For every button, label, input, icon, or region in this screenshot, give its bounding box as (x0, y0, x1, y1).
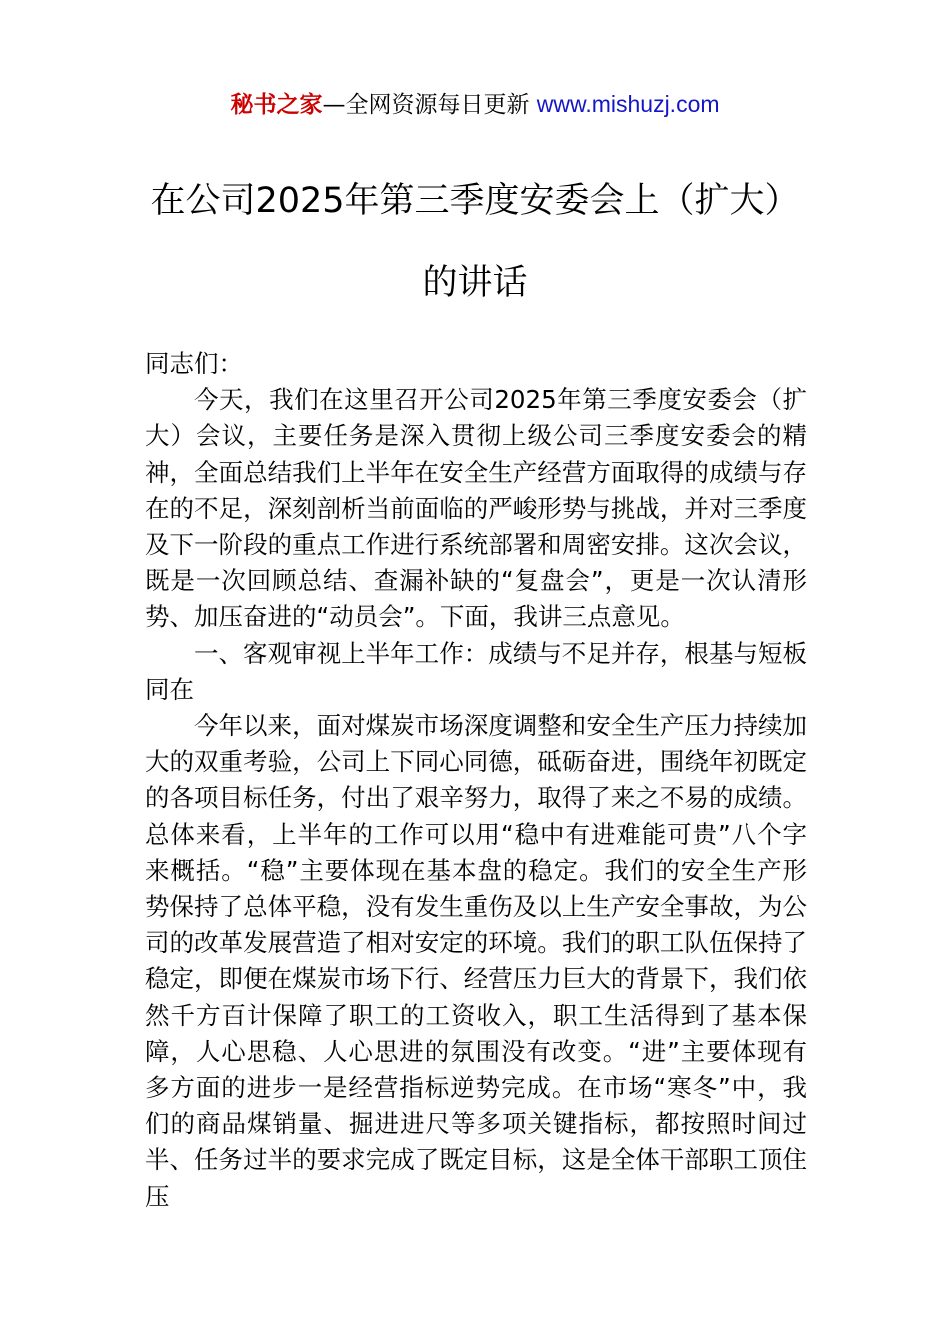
section-heading-1: 一、客观审视上半年工作：成绩与不足并存，根基与短板同在 (145, 638, 807, 704)
site-header (0, 86, 950, 123)
header-separator: — (322, 92, 346, 118)
title-line-1: 在公司2025年第三季度安委会上（扩大） (150, 181, 800, 221)
document-body (145, 346, 807, 1215)
paragraph-intro: 今天，我们在这里召开公司2025年第三季度安委会（扩大）会议，主要任务是深入贯彻上级公司三季度安委会的精神，全面总结我们上半年在安全生产经营方面取得的成绩与存在的不足，深刻剖析当前面临的严峻形势与挑战，并对三季度及下一阶段的重点工作进行系统部署和周密安排。这次会议，既是一次回顾总结、查漏补缺的“复盘会”，更是一次认清形势、加压奋进的“动员会”。下面，我讲三点意见。 (145, 385, 807, 632)
header-tagline: 全网资源每日更新 (345, 92, 537, 118)
title-line-2: 的讲话 (422, 263, 528, 303)
salutation: 同志们： (145, 349, 243, 378)
paragraph-section-1: 今年以来，面对煤炭市场深度调整和安全生产压力持续加大的双重考验，公司上下同心同德，砥砺奋进，围绕年初既定的各项目标任务，付出了艰辛努力，取得了来之不易的成绩。总体来看，上半年的工作可以用“稳中有进难能可贵”八个字来概括。“稳”主要体现在基本盘的稳定。我们的安全生产形势保持了总体平稳，没有发生重伤及以上生产安全事故，为公司的改革发展营造了相对安定的环境。我们的职工队伍保持了稳定，即便在煤炭市场下行、经营压力巨大的背景下，我们依然千方百计保障了职工的工资收入，职工生活得到了基本保障，人心思稳、人心思进的氛围没有改变。“进”主要体现有多方面的进步一是经营指标逆势完成。在市场“寒冬”中，我们的商品煤销量、掘进进尺等多项关键指标，都按照时间过半、任务过半的要求完成了既定目标，这是全体干部职工顶住压 (145, 711, 807, 1211)
brand-name: 秘书之家 (230, 92, 323, 118)
document-title (100, 160, 850, 324)
site-url-link[interactable]: www.mishuzj.com (536, 91, 720, 117)
